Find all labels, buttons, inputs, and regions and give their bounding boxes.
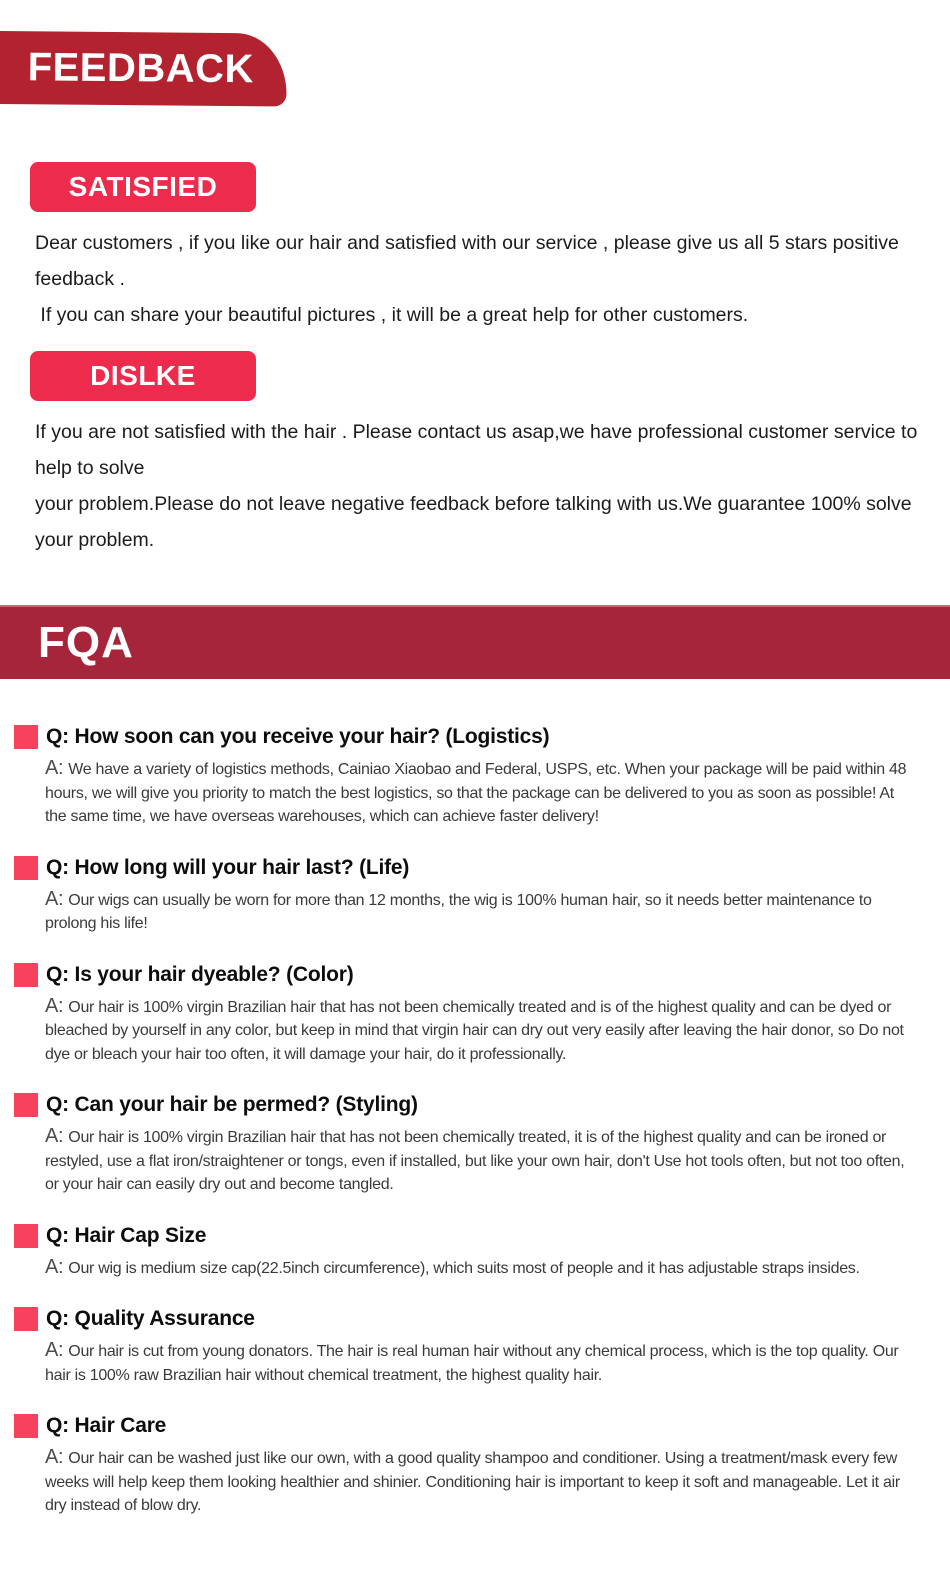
- feedback-ribbon-label: FEEDBACK: [27, 45, 255, 92]
- faq-question-row: [14, 725, 912, 749]
- fqa-banner-label: FQA: [38, 618, 134, 667]
- answer-prefix: A:: [45, 1255, 64, 1278]
- faq-answer: [45, 995, 912, 1067]
- faq-answer: [45, 1256, 912, 1281]
- faq-question: Q: How long will your hair last? (Life): [46, 855, 410, 879]
- faq-item: [14, 856, 912, 936]
- dislike-badge-label: DISLKE: [90, 360, 196, 391]
- faq-question: Q: How soon can you receive your hair? (Logistics): [46, 725, 550, 748]
- dislike-paragraph: If you are not satisfied with the hair . Please contact us asap,we have professional customer service to help to solve: [35, 421, 923, 479]
- answer-prefix: A:: [45, 1446, 64, 1468]
- answer-text: Our wigs can usually be worn for more than 12 months, the wig is 100% human hair, so it needs better maintenance to prolong his life!: [45, 891, 872, 932]
- dislike-paragraphs: [35, 414, 923, 558]
- question-bullet-icon: [14, 1224, 38, 1248]
- faq-answer: [45, 888, 912, 936]
- faq-question-row: [14, 1224, 912, 1248]
- answer-prefix: A:: [45, 757, 64, 779]
- question-bullet-icon: [14, 856, 38, 880]
- faq-item: [14, 725, 912, 829]
- dislike-paragraph: your problem.Please do not leave negative feedback before talking with us.We guarantee 100% solve your problem.: [35, 493, 918, 551]
- faq-question: Q: Hair Care: [46, 1414, 167, 1437]
- faq-item: [14, 1414, 912, 1518]
- dislike-badge: [30, 351, 256, 401]
- answer-prefix: A:: [45, 1339, 64, 1361]
- answer-prefix: A:: [45, 887, 64, 910]
- answer-text: Our hair is cut from young donators. The hair is real human hair without any chemical process, which is the top quality. Our hair is 100% raw Brazilian hair without chemical treatment, the highest quality hair.: [45, 1343, 899, 1384]
- question-bullet-icon: [14, 1414, 38, 1438]
- faq-question-row: [14, 1307, 912, 1331]
- question-bullet-icon: [14, 1093, 38, 1117]
- faq-answer: [45, 1446, 912, 1518]
- faq-answer: [45, 1339, 912, 1387]
- feedback-ribbon: [0, 31, 287, 107]
- faq-item: [14, 1093, 912, 1197]
- faq-question-row: [14, 856, 912, 880]
- answer-text: Our hair can be washed just like our own, with a good quality shampoo and conditioner. Using a treatment/mask every few weeks will help keep them looking healthier and shinier. Conditioning hair is important to keep it soft and manageable. Let it air dry instead of blow dry.: [45, 1450, 900, 1514]
- satisfied-badge: [30, 162, 256, 212]
- satisfied-paragraph: If you can share your beautiful pictures , it will be a great help for other customers.: [35, 304, 749, 326]
- answer-text: We have a variety of logistics methods, Cainiao Xiaobao and Federal, USPS, etc. When your package will be paid within 48 hours, we will give you priority to match the best logistics, so that the package can be delivered to you as soon as possible! At the same time, we have overseas warehouses, which can achieve faster delivery!: [45, 761, 907, 825]
- faq-list: [0, 679, 950, 1558]
- satisfied-paragraphs: [35, 225, 920, 333]
- faq-question: Q: Quality Assurance: [46, 1307, 255, 1330]
- satisfied-paragraph: Dear customers , if you like our hair and satisfied with our service , please give us all 5 stars positive feedback .: [35, 232, 905, 290]
- answer-text: Our hair is 100% virgin Brazilian hair that has not been chemically treated and is of the highest quality and can be dyed or bleached by yourself in any color, but keep in mind that virgin hair can dry out very easily after leaving the hair donor, so Do not dye or bleach your hair too often, it will damage your hair, do it professionally.: [45, 998, 904, 1063]
- faq-item: [14, 1224, 912, 1281]
- faq-question: Q: Hair Cap Size: [46, 1223, 207, 1247]
- faq-answer: [45, 1125, 912, 1197]
- faq-item: [14, 963, 912, 1067]
- fqa-banner: [0, 605, 950, 679]
- answer-prefix: A:: [45, 1125, 64, 1147]
- faq-question-row: [14, 1093, 912, 1117]
- faq-question-row: [14, 963, 912, 987]
- question-bullet-icon: [14, 1307, 38, 1331]
- faq-question-row: [14, 1414, 912, 1438]
- question-bullet-icon: [14, 725, 38, 749]
- satisfied-badge-label: SATISFIED: [68, 171, 218, 202]
- faq-answer: [45, 757, 912, 829]
- answer-text: Our wig is medium size cap(22.5inch circumference), which suits most of people and it has adjustable straps insides.: [68, 1259, 860, 1277]
- faq-question: Q: Is your hair dyeable? (Color): [46, 962, 354, 986]
- faq-question: Q: Can your hair be permed? (Styling): [46, 1093, 418, 1116]
- answer-prefix: A:: [45, 994, 64, 1017]
- question-bullet-icon: [14, 963, 38, 987]
- faq-item: [14, 1307, 912, 1387]
- answer-text: Our hair is 100% virgin Brazilian hair that has not been chemically treated, it is of the highest quality and can be ironed or restyled, use a flat iron/straightener or tongs, even if installed, but like your own hair, don't Use hot tools often, but not too often, or your hair can easily dry out and become tangled.: [45, 1129, 905, 1193]
